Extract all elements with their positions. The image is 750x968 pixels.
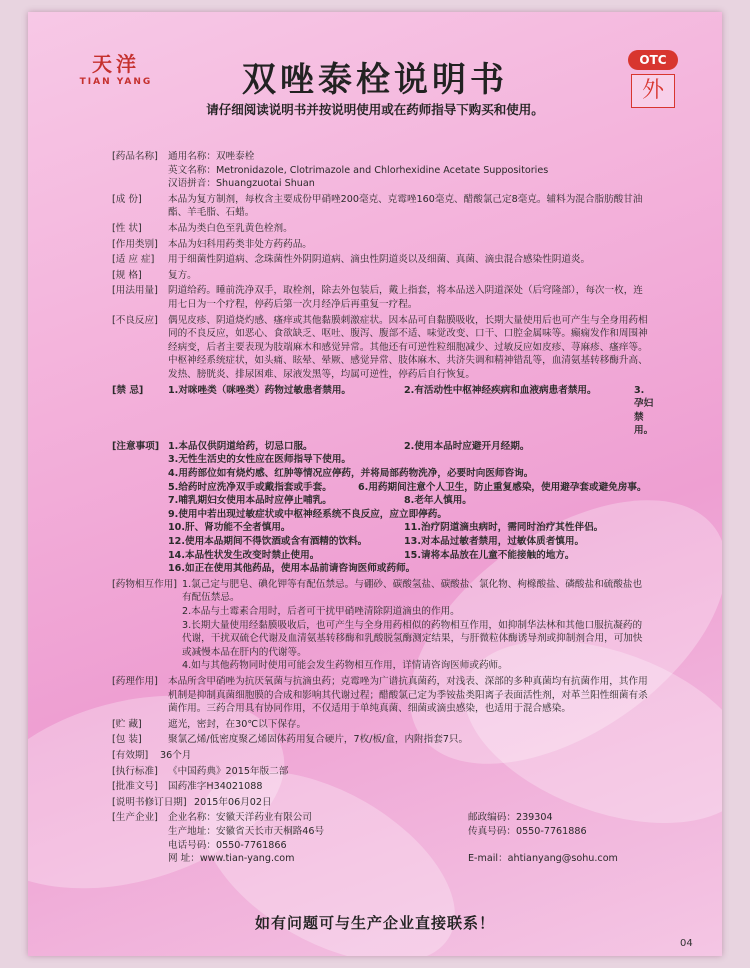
interaction-item: 2.本品与土霉素合用时，后者可干扰甲硝唑清除阴道滴虫的作用。 xyxy=(182,606,460,617)
interaction-item: 4.如与其他药物同时使用可能会发生药物相互作用，详情请咨询医师或药师。 xyxy=(182,660,508,672)
section-label: [药物相互作用] xyxy=(112,578,178,590)
section-label: [性 状] xyxy=(112,222,142,234)
section-text: 本品为复方制剂，每枚含主要成份甲硝唑200毫克、克霉唑160毫克、醋酸氯己定8毫克。辅料为混合脂肪酸甘油酯、羊毛脂、石蜡。 xyxy=(168,193,643,219)
fax-number: 传真号码：0550-7761886 xyxy=(468,825,587,837)
section-spec xyxy=(112,269,650,283)
english-name: 英文名称：Metronidazole, Clotrimazole and Chlorhexidine Acetate Suppositories xyxy=(168,164,549,176)
contra-item: 1.对咪唑类（咪唑类）药物过敏患者禁用。 xyxy=(168,384,352,396)
section-text: 本品为类白色至乳黄色栓剂。 xyxy=(168,222,293,234)
contra-item: 2.有活动性中枢神经疾病和血液病患者禁用。 xyxy=(404,384,597,396)
caution-item: 8.老年人慎用。 xyxy=(404,495,472,507)
section-text: 2015年06月02日 xyxy=(194,796,272,808)
section-label: [有效期] xyxy=(112,749,149,761)
caution-item: 4.用药部位如有烧灼感、红肿等情况应停药，并将局部药物洗净，必要时向医师咨询。 xyxy=(168,468,534,480)
section-label: [注意事项] xyxy=(112,440,160,452)
caution-item: 2.使用本品时应避开月经期。 xyxy=(404,440,530,452)
section-drug-name xyxy=(112,150,650,191)
section-text: 遮光，密封，在30℃以下保存。 xyxy=(168,718,307,730)
section-label: [执行标准] xyxy=(112,765,158,777)
interaction-item: 3.长期大量使用经黏膜吸收后，也可产生与全身用药相似的药物相互作用，如抑制华法林和其他口服抗凝药的代谢，干扰双硫仑代谢及血清氨基转移酶和乳酸脱氢酶测定结果，与肝微粒体酶诱导剂或抑制剂合用，可加快或减慢本品在肝内的代谢等。 xyxy=(182,619,643,658)
section-text: 《中国药典》2015年版二部 xyxy=(168,765,289,777)
caution-item: 10.肝、肾功能不全者慎用。 xyxy=(168,522,291,534)
section-text: 复方。 xyxy=(168,269,197,281)
section-text: 国药准字H34021088 xyxy=(168,781,263,793)
section-revision xyxy=(112,796,650,810)
otc-badge: OTC xyxy=(628,50,678,70)
company-name: 企业名称：安徽天洋药业有限公司 xyxy=(168,812,312,824)
postcode: 邮政编码：239304 xyxy=(468,812,553,824)
page-number: 04 xyxy=(680,938,693,949)
section-label: [贮 藏] xyxy=(112,718,142,730)
section-text: 本品为妇科用药类非处方药药品。 xyxy=(168,238,312,250)
section-text: 偶见皮疹、阴道烧灼感、瘙痒或其他黏膜刺激症状。因本品可自黏膜吸收，长期大量使用后也可产生与全身用药相同的不良反应，如恶心、食欲缺乏、呕吐、腹泻、腹部不适、味觉改变、口干、口腔金属味等。癫痫发作和周围神经病变，后者主要表现为肢端麻木和感觉异常。其他还有可逆性粒细胞减少、过敏反应如皮疹、荨麻疹、瘙痒等。中枢神经系统症状，如头痛、眩晕、晕厥、感觉异常、肢体麻木、共济失调和精神错乱等，血清氨基转移酶升高、发热、膀胱炎、排尿困难、尿液发黑等，均属可逆性，停药后自行恢复。 xyxy=(168,314,648,380)
section-label: [说明书修订日期] xyxy=(112,796,187,808)
section-character xyxy=(112,222,650,236)
section-label: [药品名称] xyxy=(112,151,158,162)
caution-item: 9.使用中若出现过敏症状或中枢神经系统不良反应，应立即停药。 xyxy=(168,508,447,520)
section-label: [适 应 症] xyxy=(112,254,155,266)
generic-name: 通用名称：双唑泰栓 xyxy=(168,151,255,162)
section-label: [禁 忌] xyxy=(112,384,144,396)
caution-item: 3.无性生活史的女性应在医师指导下使用。 xyxy=(168,454,352,466)
section-adverse-reactions xyxy=(112,314,650,382)
section-text: 聚氯乙烯/低密度聚乙烯固体药用复合硬片，7枚/板/盒，内附指套7只。 xyxy=(168,734,469,746)
contact-note: 如有问题可与生产企业直接联系！ xyxy=(254,914,495,932)
pinyin-name: 汉语拼音：Shuangzuotai Shuan xyxy=(168,178,315,190)
section-label: [成 份] xyxy=(112,193,142,205)
section-label: [不良反应] xyxy=(112,314,158,326)
caution-item: 15.请将本品放在儿童不能接触的地方。 xyxy=(404,549,575,561)
section-label: [生产企业] xyxy=(112,812,158,824)
section-interactions xyxy=(112,578,650,673)
section-category xyxy=(112,238,650,252)
brand-name-en: TIAN YANG xyxy=(79,77,153,87)
phone-number: 电话号码：0550-7761866 xyxy=(168,839,287,851)
contra-item: 3.孕妇禁用。 xyxy=(634,384,654,437)
section-label: [作用类别] xyxy=(112,238,158,250)
section-package xyxy=(112,733,650,747)
caution-item: 14.本品性状发生改变时禁止使用。 xyxy=(168,549,320,561)
section-label: [药理作用] xyxy=(112,675,158,687)
email: E-mail：ahtianyang@sohu.com xyxy=(468,853,618,865)
website: 网 址：www.tian-yang.com xyxy=(168,853,295,865)
interaction-item: 1.氯己定与肥皂、碘化钾等有配伍禁忌。与硼砂、碳酸氢盐、碳酸盐、氯化物、枸橼酸盐、磷酸盐和硫酸盐也有配伍禁忌。 xyxy=(182,578,643,604)
page-subtitle: 请仔细阅读说明书并按说明使用或在药师指导下购买和使用。 xyxy=(206,102,544,117)
caution-item: 6.用药期间注意个人卫生，防止重复感染，使用避孕套或避免房事。 xyxy=(358,481,647,493)
caution-item: 11.治疗阴道滴虫病时，需同时治疗其性伴侣。 xyxy=(404,522,604,534)
company-address: 生产地址：安徽省天长市天桐路46号 xyxy=(168,825,325,837)
caution-item: 13.对本品过敏者禁用，过敏体质者慎用。 xyxy=(404,536,585,548)
section-label: [包 装] xyxy=(112,734,142,746)
caution-item: 5.给药时应洗净双手或戴指套或手套。 xyxy=(168,481,332,493)
section-text: 36个月 xyxy=(160,749,192,761)
section-label: [批准文号] xyxy=(112,781,158,793)
section-text: 本品所含甲硝唑为抗厌氧菌与抗滴虫药；克霉唑为广谱抗真菌药，对浅表、深部的多种真菌均有抗菌作用，其作用机制是抑制真菌细胞膜的合成和影响其代谢过程；醋酸氯己定为季铵盐类阳离子表面活性剂，对革兰阳性细菌有杀菌作用。三药合用具有协同作用，不仅适用于单纯真菌、细菌或滴虫感染，也适用于混合感染。 xyxy=(168,675,648,715)
section-text: 用于细菌性阴道病、念珠菌性外阴阴道病、滴虫性阴道炎以及细菌、真菌、滴虫混合感染性阴道炎。 xyxy=(168,254,591,266)
section-label: [用法用量] xyxy=(112,285,158,297)
section-validity xyxy=(112,749,650,763)
external-use-badge: 外 xyxy=(631,74,675,108)
brand-name-cn: 天洋 xyxy=(92,52,140,76)
caution-item: 12.使用本品期间不得饮酒或含有酒精的饮料。 xyxy=(168,536,368,548)
section-contraindications xyxy=(112,384,654,438)
caution-item: 7.哺乳期妇女使用本品时应停止哺乳。 xyxy=(168,495,332,507)
caution-item: 1.本品仅供阴道给药，切忌口服。 xyxy=(168,440,313,452)
section-cautions xyxy=(112,440,650,576)
section-storage xyxy=(112,718,650,732)
section-composition xyxy=(112,193,650,220)
leaflet-content xyxy=(112,150,654,868)
section-approval xyxy=(112,780,650,794)
section-standard xyxy=(112,765,650,779)
section-label: [规 格] xyxy=(112,269,142,281)
section-manufacturer xyxy=(112,811,650,865)
page-title: 双唑泰栓说明书 xyxy=(242,60,508,100)
section-pharmacology xyxy=(112,675,650,716)
section-usage xyxy=(112,284,650,311)
caution-item: 16.如正在使用其他药品，使用本品前请咨询医师或药师。 xyxy=(168,563,416,575)
section-text: 阴道给药。睡前洗净双手，取栓剂，除去外包装后，戴上指套，将本品送入阴道深处（后穹隆部），每次一枚，连用七日为一个疗程，停药后第一次月经净后再重复一疗程。 xyxy=(168,285,643,310)
section-indication xyxy=(112,253,650,267)
